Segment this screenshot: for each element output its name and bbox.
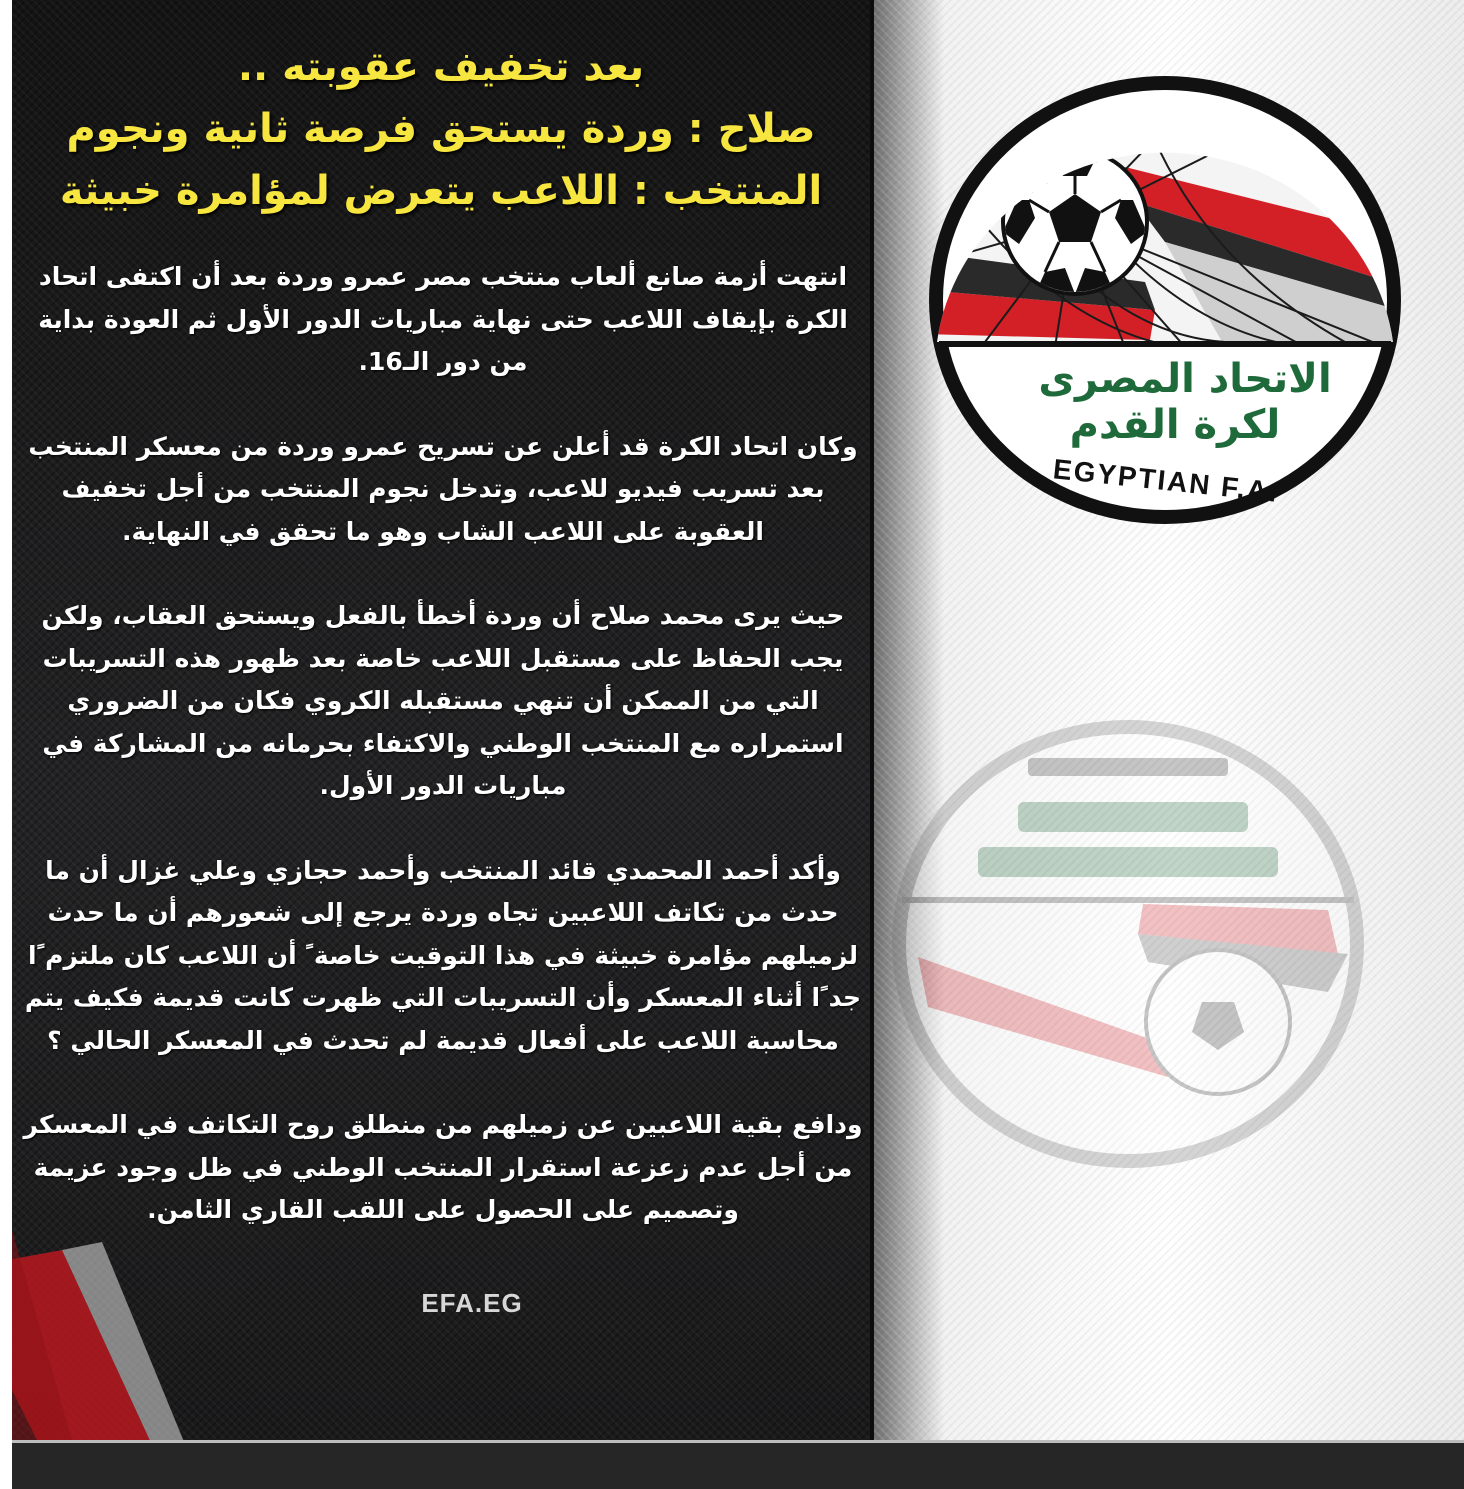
- logo-arabic-line-2: لكرة القدم: [1069, 402, 1281, 448]
- efa-logo: [925, 72, 1405, 532]
- paragraph-3: حيث يرى محمد صلاح أن وردة أخطأ بالفعل ويستحق العقاب، ولكن يجب الحفاظ على مستقبل اللاعب خاصة بعد ظهور هذه التسريبات التي من الممكن أن تنهي مستقبله الكروي فكان من الضروري استمراره مع المنتخب الوطني والاكتفاء بحرمانه من المشاركة في مباريات الدور الأول.: [41, 601, 845, 800]
- efa-logo-watermark: [888, 712, 1368, 1172]
- logo-arabic-line-1: الاتحاد المصرى: [1038, 356, 1332, 402]
- source-label: EFA.EG: [421, 1288, 523, 1318]
- headline-line-2: صلاح : وردة يستحق فرصة ثانية ونجوم: [66, 106, 816, 152]
- headline-line-3: المنتخب : اللاعب يتعرض لمؤامرة خبيثة: [59, 168, 823, 214]
- headline: [32, 36, 850, 222]
- footer-bar: [12, 1440, 1464, 1489]
- article-panel: [12, 0, 874, 1440]
- paragraph-1: انتهت أزمة صانع ألعاب منتخب مصر عمرو وردة بعد أن اكتفى اتحاد الكرة بإيقاف اللاعب حتى نهاية مباريات الدور الأول ثم العودة بداية من دور الـ16.: [38, 262, 848, 376]
- paragraph-2: وكان اتحاد الكرة قد أعلن عن تسريح عمرو وردة من معسكر المنتخب بعد تسريب فيديو للاعب، وتدخل نجوم المنتخب من أجل تخفيف العقوبة على اللاعب الشاب وهو ما تحقق في النهاية.: [28, 431, 858, 546]
- paragraph-4: وأكد أحمد المحمدي قائد المنتخب وأحمد حجازي وعلي غزال أن ما حدث من تكاتف اللاعبين تجاه وردة يرجع إلى شعورهم أن ما حدث لزميلهم مؤامرة خبيثة في هذا التوقيت خاصة ً أن اللاعب كان ملتزم ًا جد ًا أثناء المعسكر وأن التسريبات التي ظهرت كانت قديمة فكيف يتم محاسبة اللاعب على أفعال قديمة لم تحدث في المعسكر الحالي ؟: [24, 855, 862, 1055]
- article-body: [18, 256, 868, 1274]
- paragraph-5: ودافع بقية اللاعبين عن زميلهم من منطلق روح التكاتف في المعسكر من أجل عدم زعزعة استقرار المنتخب الوطني في ظل وجود عزيمة وتصميم على الحصول على اللقب القاري الثامن.: [23, 1110, 863, 1224]
- logo-english-name: EGYPTIAN F.A.: [1051, 453, 1281, 508]
- headline-line-1: بعد تخفيف عقوبته ..: [237, 44, 645, 90]
